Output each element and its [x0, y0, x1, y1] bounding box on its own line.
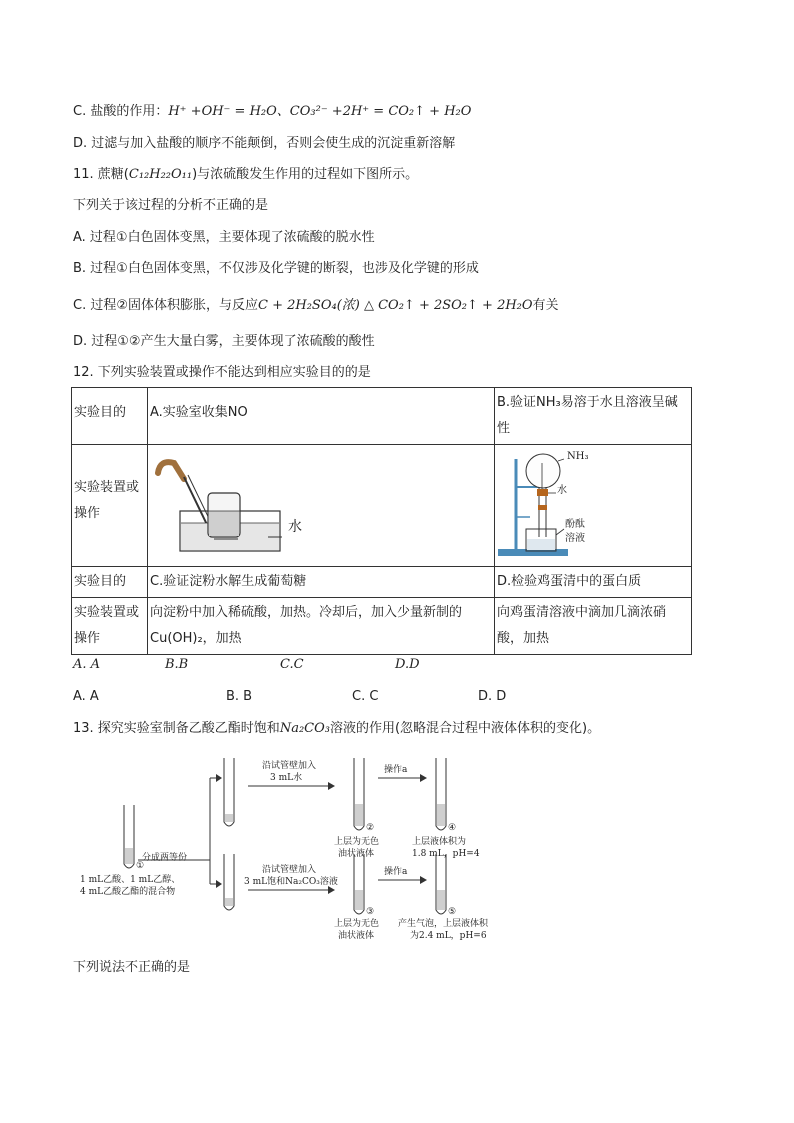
- option-b: B. B: [226, 689, 253, 704]
- tube4-desc-line2: 1.8 mL，pH=4: [412, 849, 480, 859]
- purpose-a: A.实验室收集NO: [148, 388, 495, 445]
- operation-d: 向鸡蛋清溶液中滴加几滴浓硝酸，加热: [495, 598, 692, 655]
- q11-stem-a: 11. 蔗糖(: [73, 167, 129, 182]
- option-italic-c: C.C: [280, 657, 304, 672]
- test-tube-split-top: [224, 758, 234, 826]
- tube4-number: ④: [448, 823, 457, 833]
- row-label: 实验装置或操作: [72, 445, 148, 567]
- row-label: 实验目的: [72, 567, 148, 598]
- q11-option-b: B. 过程①白色固体变黑，不仅涉及化学键的断裂，也涉及化学键的形成: [73, 261, 479, 276]
- q13-stem: [73, 720, 600, 738]
- table-row: [72, 388, 692, 445]
- op-top-label: 操作a: [384, 765, 408, 775]
- tube2-desc-line1: 上层为无色: [334, 837, 380, 847]
- water-label: 水: [288, 519, 302, 535]
- tube5-desc-line1: 产生气泡，上层液体积: [398, 919, 489, 929]
- row-label: 实验目的: [72, 388, 148, 445]
- water-label: 水: [557, 485, 567, 496]
- q11-option-c-formula: C + 2H₂SO₄(浓) △ CO₂↑ + 2SO₂↑ + 2H₂O: [258, 298, 533, 313]
- option-italic-a: A. A: [73, 657, 101, 672]
- table-row: [72, 567, 692, 598]
- q11-option-c-a: C. 过程②固体体积膨胀，与反应: [73, 298, 258, 313]
- option-italic-d: D.D: [395, 657, 420, 672]
- phenolphthalein-label: 酚酞: [565, 519, 585, 530]
- top-add-line2: 3 mL水: [270, 773, 303, 783]
- q11-option-a: A. 过程①白色固体变黑，主要体现了浓硫酸的脱水性: [73, 230, 375, 245]
- q11-option-d: D. 过程①②产生大量白雾，主要体现了浓硫酸的酸性: [73, 334, 375, 349]
- option-d: D. D: [478, 689, 507, 704]
- option-a: A. A: [73, 689, 99, 704]
- q10-option-d: D. 过滤与加入盐酸的顺序不能颠倒，否则会使生成的沉淀重新溶解: [73, 136, 456, 151]
- nh3-label: NH₃: [567, 451, 589, 462]
- test-tube-5: [436, 854, 446, 914]
- q11-option-c: [73, 297, 559, 315]
- purpose-c: C.验证淀粉水解生成葡萄糖: [148, 567, 495, 598]
- test-tube-3: [354, 854, 364, 914]
- purpose-d: D.检验鸡蛋清中的蛋白质: [495, 567, 692, 598]
- apparatus-a-cell: [148, 445, 495, 567]
- tube2-desc-line2: 油状液体: [338, 849, 375, 859]
- q10-option-c-prefix: C. 盐酸的作用：: [73, 104, 169, 119]
- bottom-add-line1: 沿试管壁加入: [262, 865, 317, 875]
- q10-option-c: [73, 103, 471, 121]
- q11-ask: 下列关于该过程的分析不正确的是: [73, 198, 269, 213]
- gas-collection-apparatus: [150, 453, 350, 563]
- apparatus-b-cell: [495, 445, 692, 567]
- tube5-desc-line2: 为2.4 mL，pH=6: [410, 931, 487, 941]
- tube3-number: ③: [366, 907, 375, 917]
- q11-stem-b: )与浓硫酸发生作用的过程如下图所示。: [192, 167, 419, 182]
- top-add-line1: 沿试管壁加入: [262, 761, 317, 771]
- table-row: [72, 598, 692, 655]
- q13-stem-a: 13. 探究实验室制备乙酸乙酯时饱和: [73, 721, 280, 736]
- q13-ask: 下列说法不正确的是: [73, 960, 191, 975]
- tube2-number: ②: [366, 823, 375, 833]
- test-tube-split-bottom: [224, 854, 234, 910]
- q12-stem: 12. 下列实验装置或操作不能达到相应实验目的的是: [73, 365, 371, 380]
- q13-stem-b: 溶液的作用(忽略混合过程中液体体积的变化)。: [329, 721, 601, 736]
- option-italic-b: B.B: [165, 657, 189, 672]
- operation-c: 向淀粉中加入稀硫酸，加热。冷却后，加入少量新制的Cu(OH)₂，加热: [148, 598, 495, 655]
- option-c: C. C: [352, 689, 379, 704]
- test-tube-1: [124, 805, 134, 868]
- q12-table: [71, 387, 692, 655]
- tube3-desc-line1: 上层为无色: [334, 919, 380, 929]
- q11-option-c-b: 有关: [532, 298, 559, 313]
- table-row: [72, 445, 692, 567]
- q10-option-c-formula: H⁺ +OH⁻ = H₂O、CO₃²⁻ +2H⁺ = CO₂↑ + H₂O: [168, 104, 472, 119]
- tube5-number: ⑤: [448, 907, 457, 917]
- tube3-desc-line2: 油状液体: [338, 931, 375, 941]
- purpose-b: B.验证NH₃易溶于水且溶液呈碱性: [495, 388, 692, 445]
- q11-formula: C₁₂H₂₂O₁₁: [128, 167, 193, 182]
- start-mixture-line1: 1 mL乙酸、1 mL乙醇、: [80, 875, 181, 885]
- q13-formula: Na₂CO₃: [279, 721, 330, 736]
- solution-label: 溶液: [565, 533, 585, 544]
- test-tube-4: [436, 758, 446, 830]
- bottom-add-line2: 3 mL饱和Na₂CO₃溶液: [244, 877, 338, 887]
- q13-figure: [72, 750, 512, 950]
- start-mixture-line2: 4 mL乙酸乙酯的混合物: [80, 887, 176, 897]
- op-bottom-label: 操作a: [384, 867, 408, 877]
- tube4-desc-line1: 上层液体积为: [412, 837, 467, 847]
- tube1-number: ①: [136, 861, 145, 871]
- split-label: 分成两等份: [142, 853, 188, 863]
- test-tube-2: [354, 758, 364, 830]
- q11-stem: [73, 166, 418, 184]
- row-label: 实验装置或操作: [72, 598, 148, 655]
